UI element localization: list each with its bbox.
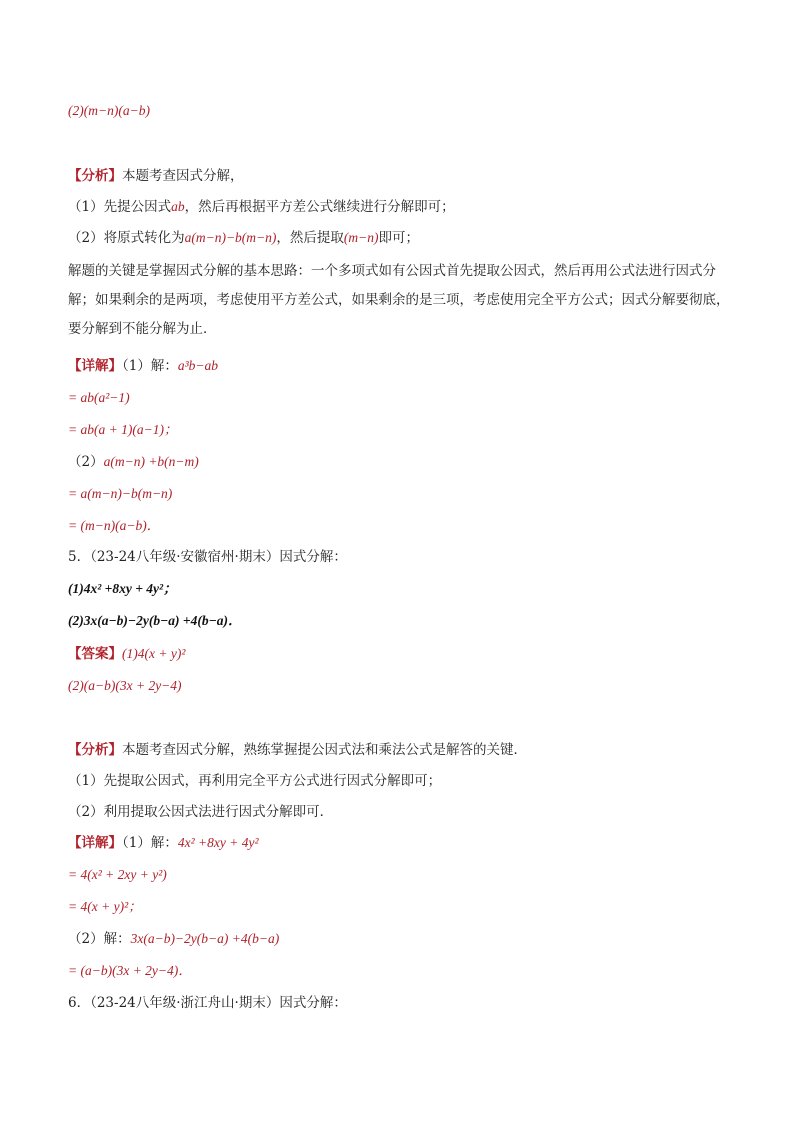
question-5-part-2: (2)3x(a−b)−2y(b−a) +4(b−a)． <box>68 613 242 628</box>
step-text: ，然后再根据平方差公式继续进行分解即可； <box>184 199 455 215</box>
question-number: 6． <box>68 995 91 1011</box>
question-5-part-1: (1)4x² +8xy + 4y²； <box>68 581 177 596</box>
answer-part-2: (2)(a−b)(3x + 2y−4) <box>68 678 182 693</box>
solution-step: = ab(a + 1)(a−1)； <box>68 422 178 437</box>
step-text: （2）将原式转化为 <box>68 230 185 246</box>
detail-line <box>68 833 734 853</box>
question-source: （23-24八年级·安徽宿州·期末）因式分解： <box>90 549 347 565</box>
question-5-header <box>68 547 734 567</box>
key-paragraph: 解题的关键是掌握因式分解的基本思路：一个多项式如有公因式首先提取公因式，然后再用公式法进行因式分解；如果剩余的是两项，考虑使用平方差公式，如果剩余的是三项，考虑使用完全平方公式；因式分解要彻底，要分解到不能分解为止． <box>68 263 730 337</box>
answer-tag: 【答案】 <box>68 646 122 662</box>
analysis-line <box>68 740 734 760</box>
analysis-step-2: （2）利用提取公因式法进行因式分解即可． <box>68 804 334 820</box>
analysis-line <box>68 166 734 186</box>
step-text: ，然后提取 <box>276 230 344 246</box>
analysis-text: 本题考查因式分解，熟练掌握提公因式法和乘法公式是解答的关键． <box>122 742 527 758</box>
analysis-step-1: （1）先提取公因式，再利用完全平方公式进行因式分解即可； <box>68 773 442 789</box>
question-6-header <box>68 993 734 1013</box>
answer-line <box>68 644 734 664</box>
solution-step: = (m−n)(a−b)． <box>68 518 161 533</box>
step-prefix: （2）解： <box>68 931 131 947</box>
step-math: ab <box>171 199 185 214</box>
step-expression: a(m−n) +b(n−m) <box>103 454 199 469</box>
analysis-tag: 【分析】 <box>68 742 122 758</box>
solution-step: = a(m−n)−b(m−n) <box>68 486 173 501</box>
question-source: （23-24八年级·浙江舟山·期末）因式分解： <box>90 995 347 1011</box>
solution-step <box>68 929 734 949</box>
step-math: a(m−n)−b(m−n) <box>184 230 277 245</box>
step-text: 即可； <box>378 230 420 246</box>
step-math: (m−n) <box>343 230 379 245</box>
step-prefix: （2） <box>68 454 104 470</box>
detail-expression: 4x² +8xy + 4y² <box>177 835 259 850</box>
solution-step: = ab(a²−1) <box>68 390 130 405</box>
analysis-tag: 【分析】 <box>68 168 122 184</box>
detail-tag: 【详解】 <box>68 358 122 374</box>
detail-expression: a³b−ab <box>177 358 219 373</box>
solution-step <box>68 452 734 472</box>
solution-step: = 4(x + y)²； <box>68 899 142 914</box>
detail-tag: 【详解】 <box>68 835 122 851</box>
analysis-text: 本题考查因式分解， <box>122 168 244 184</box>
solution-step: = (a−b)(3x + 2y−4)． <box>68 963 192 978</box>
detail-line <box>68 356 734 376</box>
step-text: （1）先提公因式 <box>68 199 172 215</box>
step-expression: 3x(a−b)−2y(b−a) +4(b−a) <box>130 931 280 946</box>
analysis-step-2 <box>68 228 734 248</box>
answer-part-1: (1)4(x + y)² <box>122 646 186 661</box>
analysis-step-1 <box>68 197 734 217</box>
top-answer: (2)(m−n)(a−b) <box>68 103 150 118</box>
question-number: 5． <box>68 549 91 565</box>
detail-prefix: （1）解： <box>122 358 178 374</box>
detail-prefix: （1）解： <box>122 835 178 851</box>
solution-step: = 4(x² + 2xy + y²) <box>68 867 167 882</box>
